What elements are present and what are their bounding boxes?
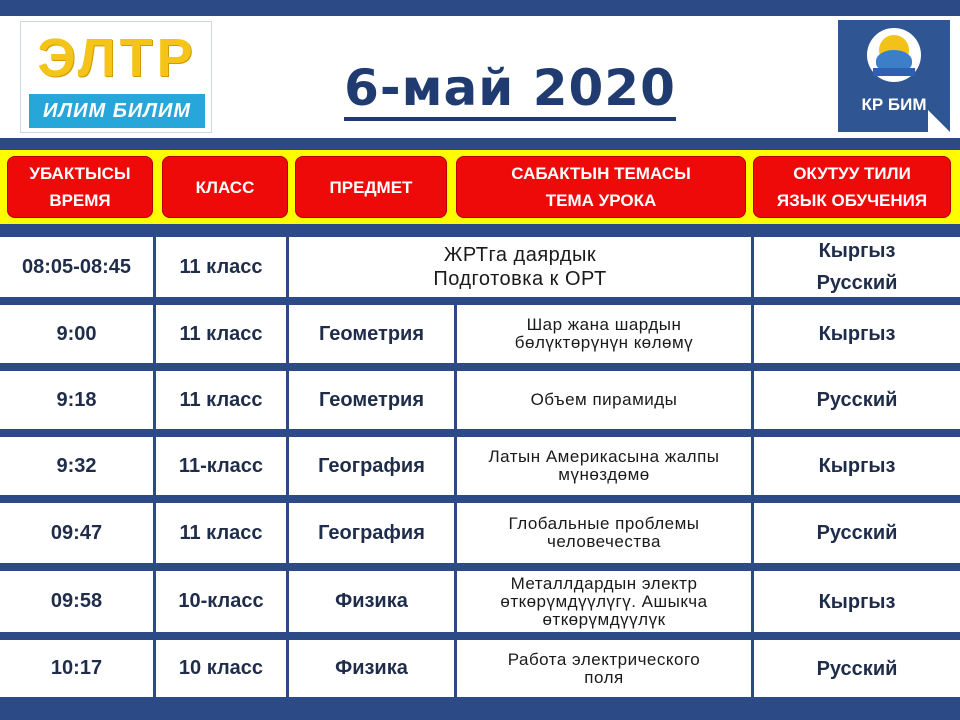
column-header-class: КЛАСС bbox=[162, 156, 288, 218]
time-cell: 10:17 bbox=[50, 657, 103, 679]
class-cell: 11 класс bbox=[179, 388, 263, 411]
bottom-band bbox=[0, 703, 960, 720]
time-cell: 09:58 bbox=[50, 590, 103, 612]
table-row bbox=[0, 571, 960, 632]
eltr-logo bbox=[20, 21, 212, 133]
subject-cell: Физика bbox=[335, 657, 408, 679]
class-cell: 11 класс bbox=[179, 255, 263, 278]
class-cell: 10-класс bbox=[178, 590, 264, 612]
time-cell: 08:05-08:45 bbox=[22, 255, 131, 278]
page-fold-icon bbox=[928, 110, 950, 132]
class-cell: 11 класс bbox=[179, 521, 263, 544]
subject-cell: География bbox=[318, 454, 425, 477]
language-cell: Русский bbox=[816, 522, 898, 544]
time-cell: 9:00 bbox=[56, 322, 97, 345]
table-row bbox=[0, 640, 960, 697]
time-cell: 9:32 bbox=[56, 454, 97, 477]
class-cell: 11 класс bbox=[179, 322, 263, 345]
table-row bbox=[0, 371, 960, 429]
kr-bim-label: КР БИМ bbox=[861, 95, 927, 114]
topic-cell: Работа электрического поля bbox=[507, 649, 701, 687]
language-cell: Кыргыз bbox=[818, 323, 896, 345]
subject-cell: Геометрия bbox=[318, 322, 425, 345]
ilim-bilim-label: ИЛИМ БИЛИМ bbox=[29, 94, 205, 128]
column-header-time: УБАКТЫСЫ ВРЕМЯ bbox=[7, 156, 153, 218]
language-cell: Русский bbox=[816, 389, 898, 411]
time-cell: 9:18 bbox=[56, 388, 97, 411]
page-title bbox=[330, 56, 690, 128]
eltr-logo-text: ЭЛТР bbox=[37, 28, 197, 88]
column-header-language: ОКУТУУ ТИЛИ ЯЗЫК ОБУЧЕНИЯ bbox=[753, 156, 951, 218]
merged-topic-cell: ЖРТга даярдык Подготовка к ОРТ bbox=[433, 244, 607, 290]
table-row bbox=[0, 503, 960, 563]
topic-cell: Глобальные проблемы человечества bbox=[508, 514, 700, 551]
column-header-bar bbox=[0, 147, 960, 227]
table-row bbox=[0, 305, 960, 363]
page-title-text: 6-май 2020 bbox=[344, 59, 676, 121]
kyrgyz-emblem-icon bbox=[867, 28, 921, 82]
class-cell: 11-класс bbox=[178, 454, 264, 477]
topic-cell: Металлдардын электр өткөрүмдүүлүгү. Ашыкча өткөрүмдүүлүк bbox=[500, 573, 708, 629]
subject-cell: Геометрия bbox=[318, 388, 425, 411]
kr-bim-logo bbox=[838, 20, 950, 132]
language-cell: Кыргыз Русский bbox=[816, 240, 898, 294]
language-cell: Кыргыз bbox=[818, 590, 896, 613]
subject-cell: География bbox=[318, 521, 425, 544]
time-cell: 09:47 bbox=[50, 521, 103, 544]
language-cell: Кыргыз bbox=[818, 455, 896, 477]
page-header bbox=[0, 16, 960, 138]
topic-cell: Латын Америкасына жалпы мүнөздөмө bbox=[488, 447, 720, 484]
column-header-subject: ПРЕДМЕТ bbox=[295, 156, 447, 218]
topic-cell: Объем пирамиды bbox=[530, 390, 678, 409]
top-band bbox=[0, 0, 960, 16]
topic-cell: Шар жана шардын бөлүктөрүнүн көлөмү bbox=[514, 315, 694, 352]
table-row bbox=[0, 437, 960, 495]
class-cell: 10 класс bbox=[178, 657, 264, 679]
subject-cell: Физика bbox=[335, 590, 408, 612]
table-row bbox=[0, 237, 960, 297]
column-header-topic: САБАКТЫН ТЕМАСЫ ТЕМА УРОКА bbox=[456, 156, 746, 218]
language-cell: Русский bbox=[816, 657, 898, 680]
